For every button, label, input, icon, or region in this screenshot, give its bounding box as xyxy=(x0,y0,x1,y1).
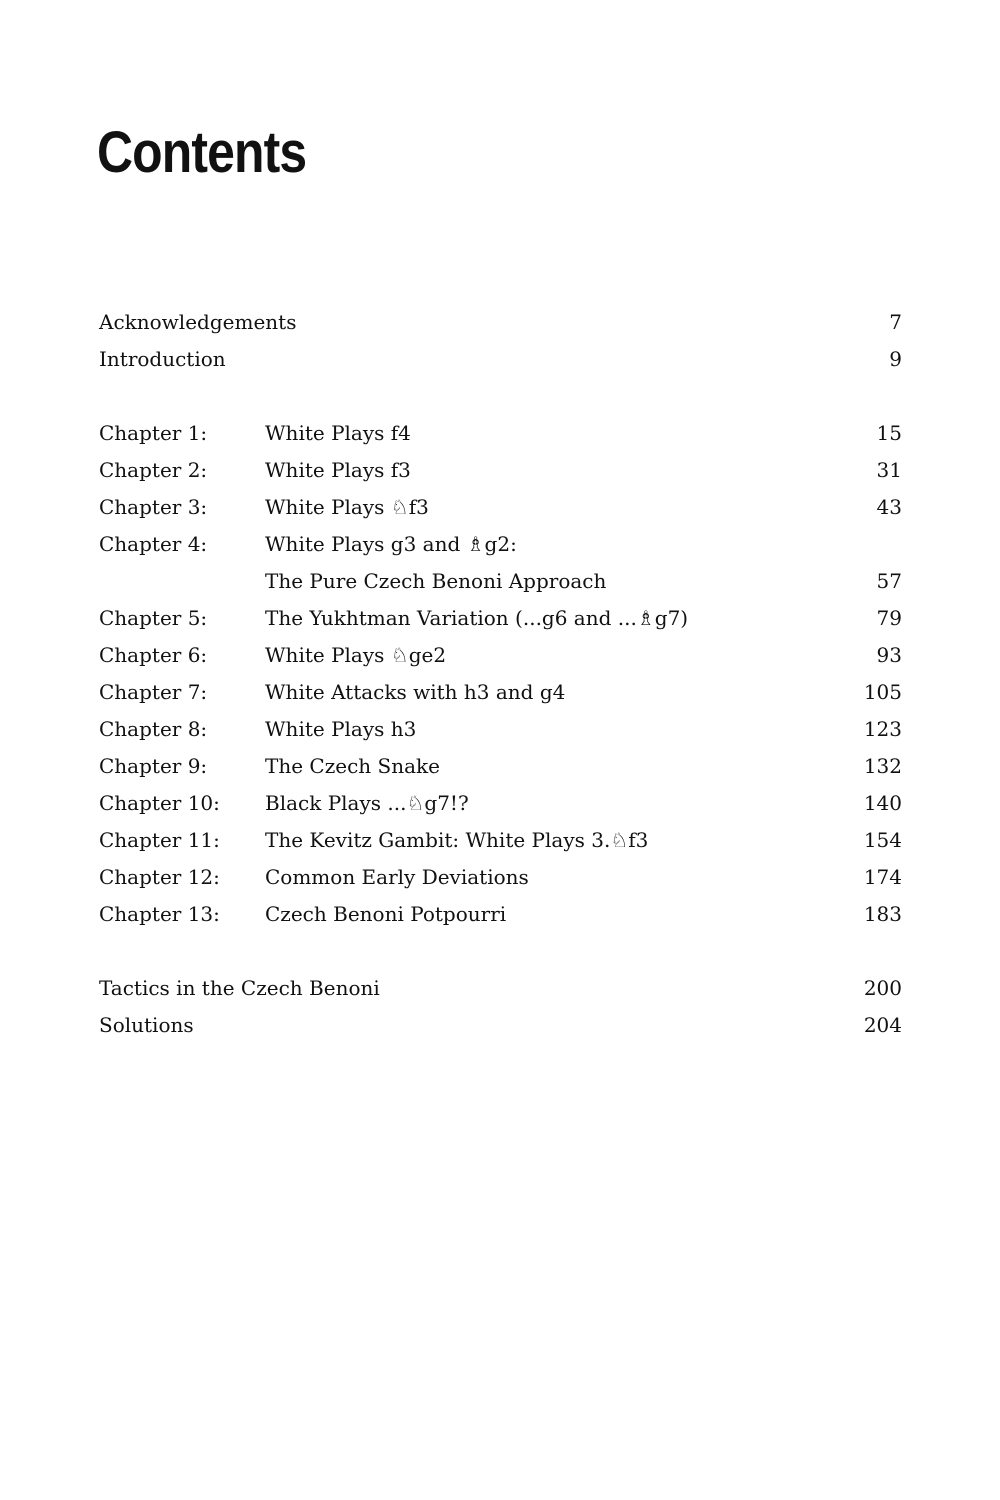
toc-entry-title: Acknowledgements xyxy=(99,310,297,334)
toc-page-number: 154 xyxy=(863,828,902,852)
toc-entry-chapter-8[interactable] xyxy=(99,711,902,748)
toc-entry-chapter-13[interactable] xyxy=(99,896,902,933)
toc-entry-chapter-9[interactable] xyxy=(99,748,902,785)
toc-entry-chapter-6[interactable] xyxy=(99,637,902,674)
toc-entry-chapter-5[interactable] xyxy=(99,600,902,637)
toc-entry-title: Tactics in the Czech Benoni xyxy=(99,976,380,1000)
toc-entry-introduction[interactable] xyxy=(99,341,902,378)
chapter-label: Chapter 8: xyxy=(99,717,208,741)
chapter-label: Chapter 9: xyxy=(99,754,208,778)
toc-page-number: 174 xyxy=(863,865,902,889)
toc-page-number: 9 xyxy=(889,347,902,371)
toc-page-number: 183 xyxy=(863,902,902,926)
chapter-title: White Plays ♘ge2 xyxy=(265,643,447,667)
table-of-contents xyxy=(99,304,902,1044)
chapter-title: The Kevitz Gambit: White Plays 3.♘f3 xyxy=(265,828,649,852)
toc-page-number: 7 xyxy=(889,310,902,334)
chapter-title: White Plays f4 xyxy=(265,421,411,445)
toc-page-number: 43 xyxy=(876,495,902,519)
toc-entry-chapter-7[interactable] xyxy=(99,674,902,711)
chapter-label: Chapter 5: xyxy=(99,606,208,630)
toc-entry-chapter-10[interactable] xyxy=(99,785,902,822)
chapter-title: Common Early Deviations xyxy=(265,865,529,889)
section-spacer xyxy=(99,378,902,415)
toc-entry-chapter-12[interactable] xyxy=(99,859,902,896)
chapter-title: White Plays h3 xyxy=(265,717,417,741)
chapter-title: The Czech Snake xyxy=(265,754,440,778)
chapter-title: The Yukhtman Variation (...g6 and ...♗g7) xyxy=(265,606,689,630)
toc-entry-chapter-4[interactable] xyxy=(99,526,902,563)
chapter-title: White Plays f3 xyxy=(265,458,411,482)
toc-entry-title: Solutions xyxy=(99,1013,194,1037)
chapter-title: Czech Benoni Potpourri xyxy=(265,902,507,926)
toc-page-number: 123 xyxy=(863,717,902,741)
toc-page-number: 200 xyxy=(863,976,902,1000)
chapter-label: Chapter 7: xyxy=(99,680,208,704)
toc-entry-solutions[interactable] xyxy=(99,1007,902,1044)
toc-page-number: 204 xyxy=(863,1013,902,1037)
toc-entry-tactics[interactable] xyxy=(99,970,902,1007)
toc-entry-title: Introduction xyxy=(99,347,226,371)
toc-page-number: 15 xyxy=(876,421,902,445)
chapter-title: White Attacks with h3 and g4 xyxy=(265,680,566,704)
chapter-label: Chapter 11: xyxy=(99,828,220,852)
chapter-label: Chapter 6: xyxy=(99,643,208,667)
chapter-title: Black Plays ...♘g7!? xyxy=(265,791,469,815)
chapter-label: Chapter 1: xyxy=(99,421,208,445)
toc-entry-acknowledgements[interactable] xyxy=(99,304,902,341)
toc-entry-chapter-3[interactable] xyxy=(99,489,902,526)
toc-page-number: 132 xyxy=(863,754,902,778)
toc-page-number: 79 xyxy=(876,606,902,630)
toc-page-number: 57 xyxy=(876,569,902,593)
page-title: Contents xyxy=(97,120,307,185)
toc-page-number: 93 xyxy=(876,643,902,667)
chapter-title-line-2: The Pure Czech Benoni Approach xyxy=(265,569,607,593)
chapter-label: Chapter 4: xyxy=(99,532,208,556)
chapter-label: Chapter 13: xyxy=(99,902,220,926)
chapter-label: Chapter 12: xyxy=(99,865,220,889)
chapter-label: Chapter 2: xyxy=(99,458,208,482)
chapter-title: White Plays g3 and ♗g2: xyxy=(265,532,517,556)
chapter-title: White Plays ♘f3 xyxy=(265,495,429,519)
toc-page-number: 140 xyxy=(863,791,902,815)
chapter-label: Chapter 10: xyxy=(99,791,220,815)
chapter-label: Chapter 3: xyxy=(99,495,208,519)
section-spacer xyxy=(99,933,902,970)
toc-page-number: 31 xyxy=(876,458,902,482)
toc-entry-chapter-2[interactable] xyxy=(99,452,902,489)
toc-entry-chapter-11[interactable] xyxy=(99,822,902,859)
toc-entry-chapter-1[interactable] xyxy=(99,415,902,452)
toc-entry-chapter-4-continued[interactable] xyxy=(99,563,902,600)
toc-page-number: 105 xyxy=(863,680,902,704)
